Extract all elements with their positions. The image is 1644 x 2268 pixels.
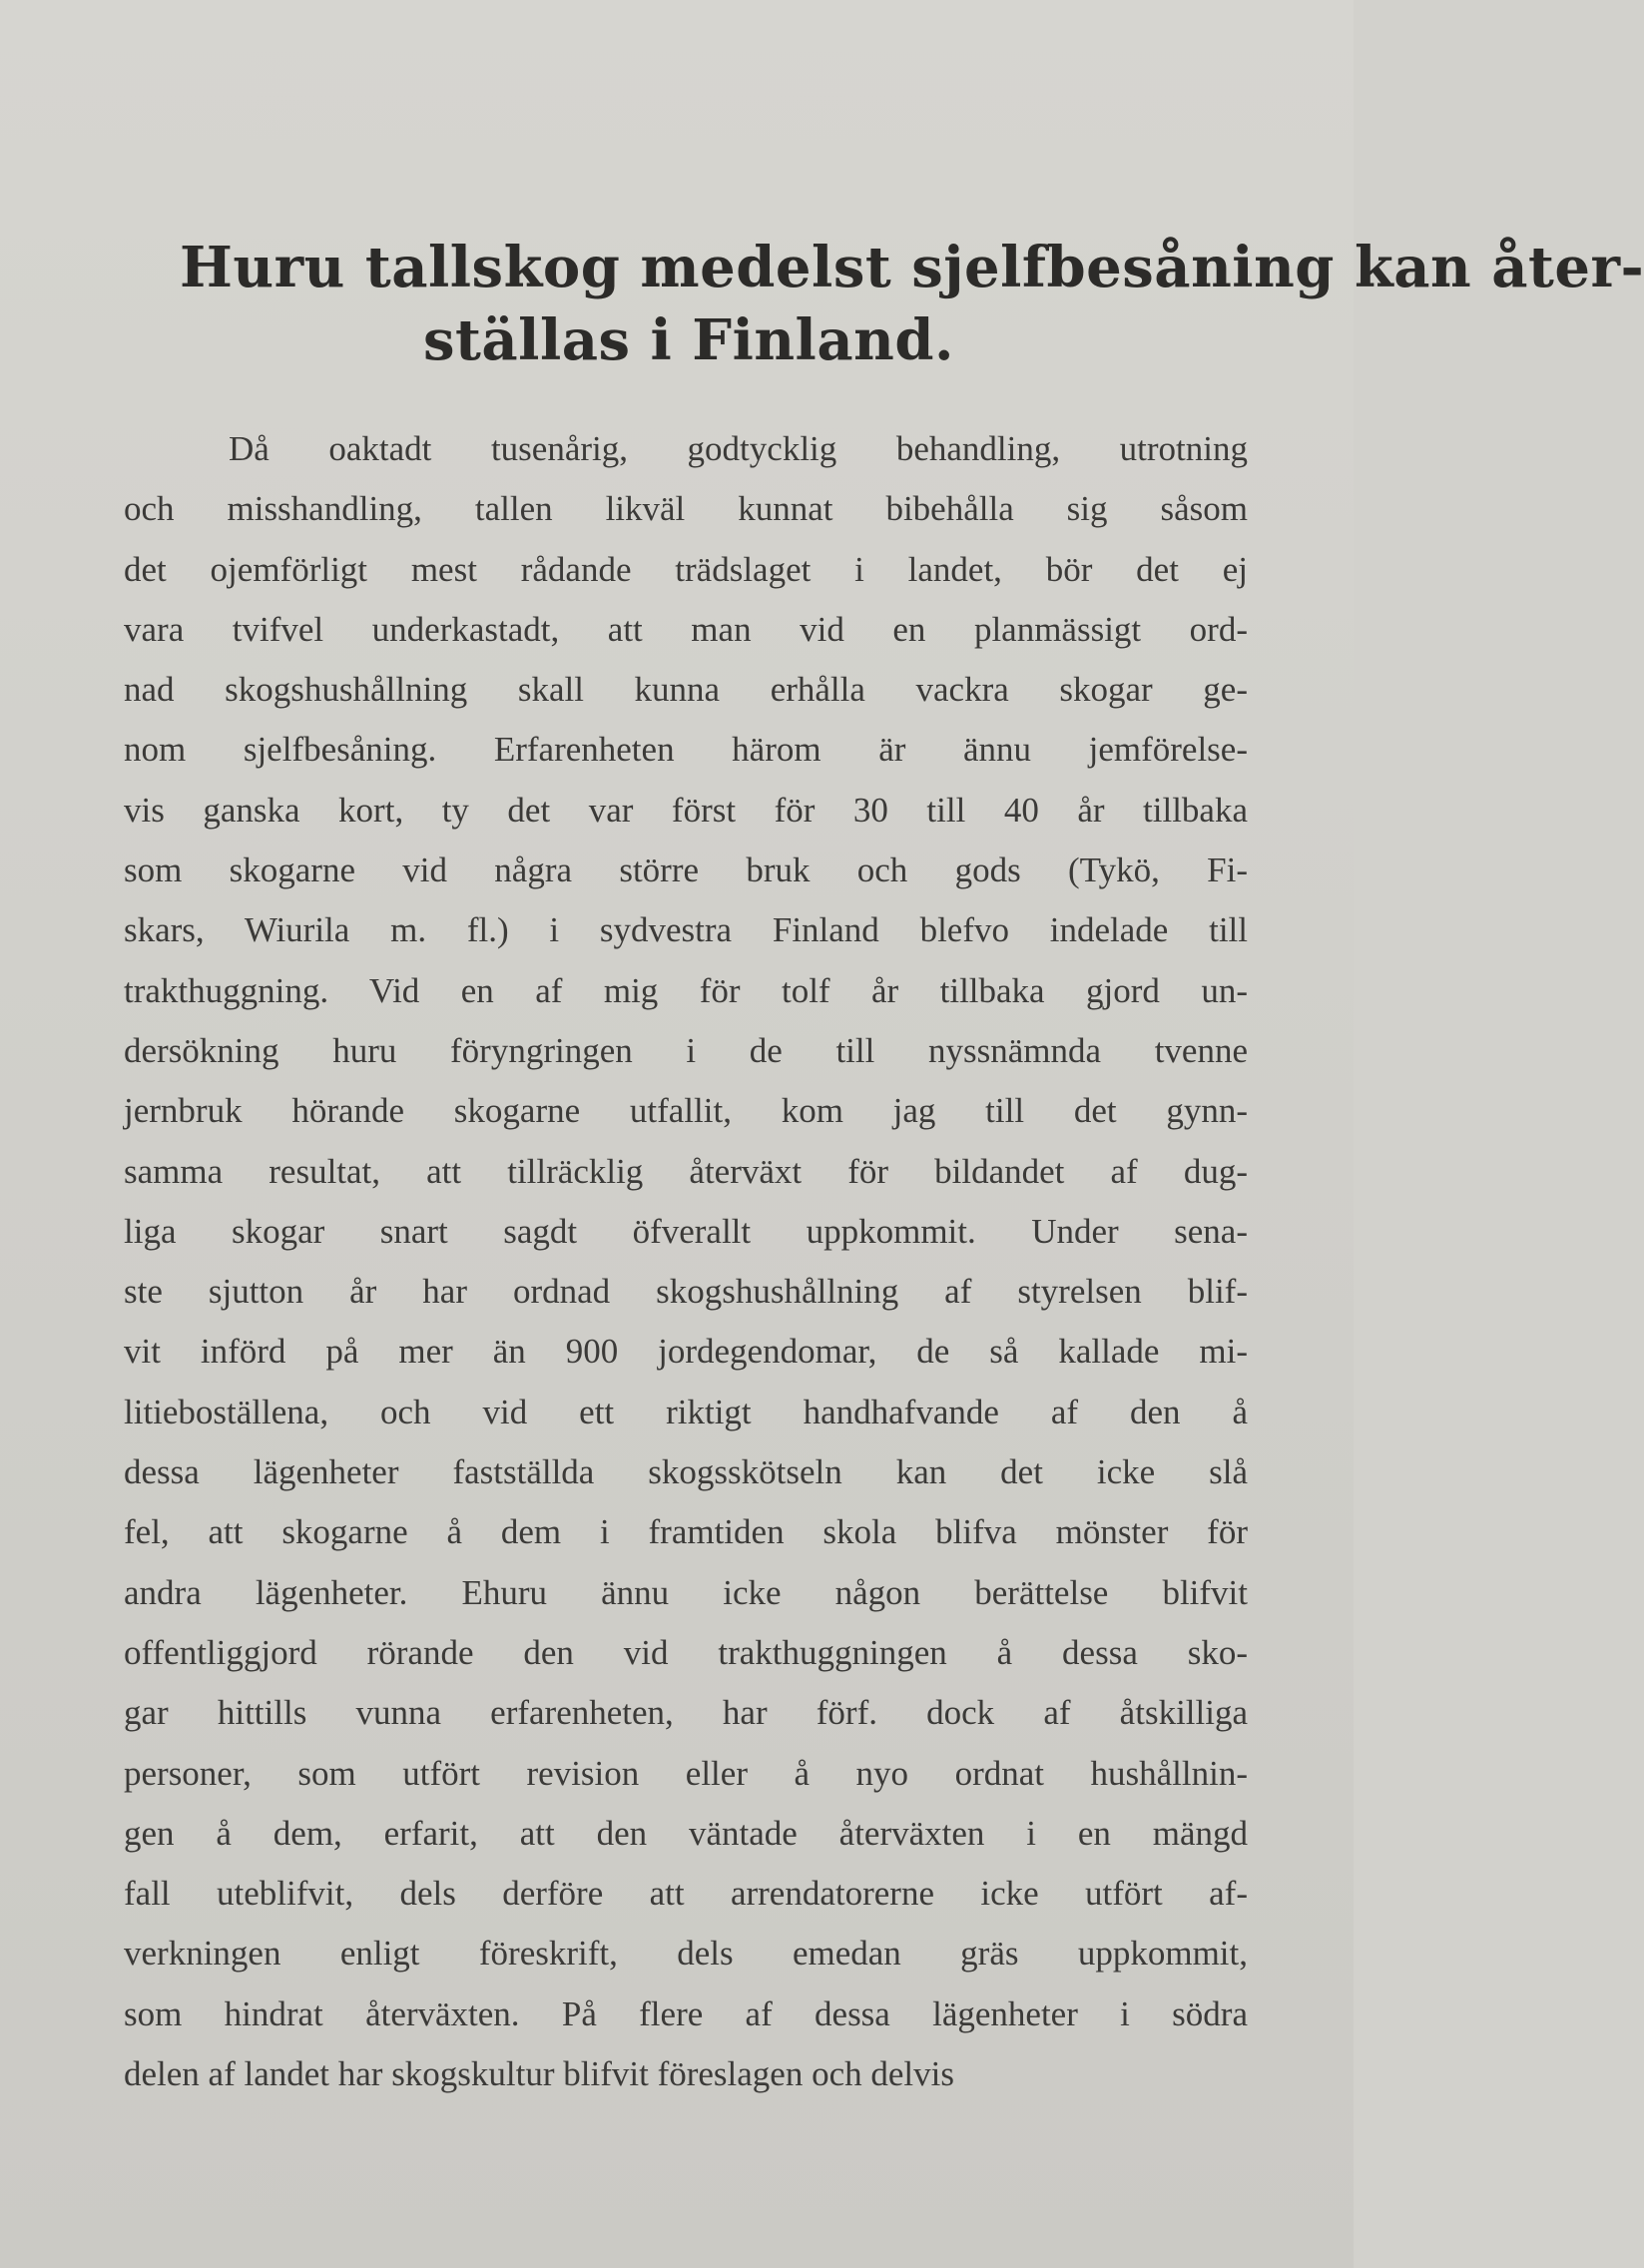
text-line: offentliggjord rörande den vid trakthuggningen å dessa sko- xyxy=(124,1632,1248,1672)
text-line: gar hittills vunna erfarenheten, har förf. dock af åtskilliga xyxy=(124,1693,1248,1733)
text-line: andra lägenheter. Ehuru ännu icke någon berättelse blifvit xyxy=(124,1572,1248,1612)
text-line: trakthuggning. Vid en af mig för tolf år tillbaka gjord un- xyxy=(124,970,1248,1010)
text-line: fel, att skogarne å dem i framtiden skola blifva mönster för xyxy=(124,1512,1248,1552)
text-line: vis ganska kort, ty det var först för 30 till 40 år tillbaka xyxy=(124,790,1248,830)
text-line: nom sjelfbesåning. Erfarenheten härom är ännu jemförelse- xyxy=(124,730,1248,770)
title-line-2: ställas i Finland. xyxy=(423,307,954,373)
text-line: jernbruk hörande skogarne utfallit, kom jag till det gynn- xyxy=(124,1091,1248,1131)
text-line: som skogarne vid några större bruk och gods (Tykö, Fi- xyxy=(124,850,1248,890)
text-line: dersökning huru föryngringen i de till nyssnämnda tvenne xyxy=(124,1030,1248,1070)
text-line: gen å dem, erfarit, att den väntade återväxten i en mängd xyxy=(124,1813,1248,1853)
text-line: nad skogshushållning skall kunna erhålla vackra skogar ge- xyxy=(124,670,1248,710)
text-line: Då oaktadt tusenårig, godtycklig behandling, utrotning xyxy=(229,429,1248,468)
text-line: dessa lägenheter fastställda skogsskötseln kan det icke slå xyxy=(124,1452,1248,1492)
text-line: liga skogar snart sagdt öfverallt uppkommit. Under sena- xyxy=(124,1211,1248,1251)
text-line: vara tvifvel underkastadt, att man vid en planmässigt ord- xyxy=(124,609,1248,649)
text-line: delen af landet har skogskultur blifvit föreslagen och delvis xyxy=(124,2054,954,2094)
text-line: personer, som utfört revision eller å nyo ordnat hushållnin- xyxy=(124,1753,1248,1793)
text-line: litieboställena, och vid ett riktigt handhafvande af den å xyxy=(124,1392,1248,1431)
text-line: fall uteblifvit, dels derföre att arrendatorerne icke utfört af- xyxy=(124,1874,1248,1914)
text-line: verkningen enligt föreskrift, dels emedan gräs uppkommit, xyxy=(124,1934,1248,1974)
text-line: som hindrat återväxten. På flere af dessa lägenheter i södra xyxy=(124,1993,1248,2033)
text-line: samma resultat, att tillräcklig återväxt för bildandet af dug- xyxy=(124,1151,1248,1191)
title-line-1: Huru tallskog medelst sjelfbesåning kan åter- xyxy=(180,235,1644,300)
text-line: och misshandling, tallen likväl kunnat bibehålla sig såsom xyxy=(124,489,1248,529)
text-line: det ojemförligt mest rådande trädslaget i landet, bör det ej xyxy=(124,549,1248,589)
body-paragraph xyxy=(124,419,1248,2104)
text-line: ste sjutton år har ordnad skogshushållning af styrelsen blif- xyxy=(124,1272,1248,1312)
text-line: vit införd på mer än 900 jordegendomar, de så kallade mi- xyxy=(124,1332,1248,1372)
text-line: skars, Wiurila m. fl.) i sydvestra Finland blefvo indelade till xyxy=(124,910,1248,950)
document-title xyxy=(180,232,1644,377)
